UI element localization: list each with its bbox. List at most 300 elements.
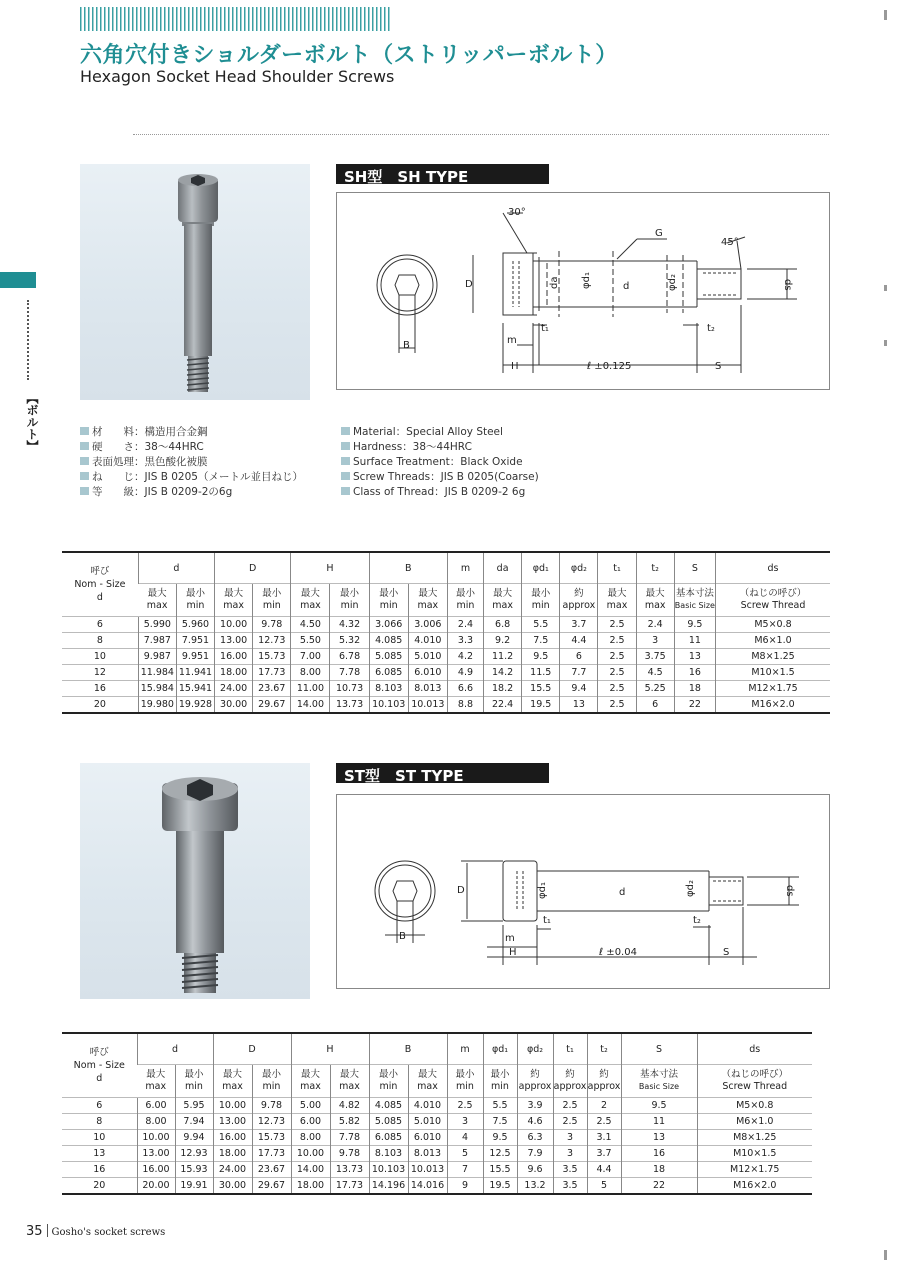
table-cell: 13.00 — [213, 1114, 252, 1130]
sh-header-group: da — [484, 552, 522, 584]
sub-header-line: min — [379, 600, 398, 611]
sh-header-sub — [484, 584, 522, 617]
sub-header-line: 最大 — [339, 1069, 359, 1080]
st-label-h: H — [509, 947, 517, 958]
spec-key: 材 料 — [92, 426, 134, 438]
table-cell: 2 — [587, 1098, 621, 1114]
table-cell: 19.928 — [176, 697, 214, 714]
table-cell: 6.00 — [137, 1098, 175, 1114]
table-cell: 9.5 — [522, 649, 560, 665]
sh-header-sub — [291, 584, 330, 617]
table-cell: 5.010 — [408, 649, 447, 665]
table-cell: 16.00 — [213, 1130, 252, 1146]
table-cell: 13.00 — [215, 633, 253, 649]
table-cell: 12.93 — [175, 1146, 213, 1162]
table-cell: 8.103 — [369, 1146, 408, 1162]
table-cell: 6.6 — [447, 681, 483, 697]
table-cell: 6.00 — [291, 1114, 330, 1130]
table-cell: 7.94 — [175, 1114, 213, 1130]
table-cell: 9.78 — [330, 1146, 369, 1162]
table-cell: 7.7 — [560, 665, 598, 681]
st-drawing-svg — [337, 795, 829, 988]
table-cell: 14.196 — [369, 1178, 408, 1195]
sub-header-line: 基本寸法 — [639, 1069, 678, 1080]
sub-header-line: 最大 — [147, 588, 167, 599]
side-tab-dots — [27, 300, 29, 380]
sh-label-l: ℓ ±0.125 — [587, 361, 632, 372]
table-cell: M16×2.0 — [697, 1178, 812, 1195]
sh-product-photo — [80, 164, 310, 400]
sh-dimension-table — [62, 551, 830, 714]
sub-header-line: max — [300, 600, 321, 611]
sub-header-line: min — [456, 1081, 474, 1092]
sub-header-line: 最大 — [146, 1069, 166, 1080]
table-cell: 4.085 — [369, 633, 408, 649]
sub-header-line: min — [186, 600, 205, 611]
sh-header-nom-size — [62, 552, 138, 617]
table-cell: 4.4 — [587, 1162, 621, 1178]
sub-header-line: 最大 — [224, 588, 244, 599]
spec-value: ：JIS B 0209-2の6g — [134, 486, 233, 498]
table-cell: 5.32 — [330, 633, 369, 649]
table-cell: 9.5 — [621, 1098, 697, 1114]
table-cell: 8.00 — [291, 665, 330, 681]
table-cell: 4.32 — [330, 617, 369, 633]
table-cell: 3.1 — [587, 1130, 621, 1146]
sub-header-line: max — [492, 600, 513, 611]
table-cell: 14.016 — [408, 1178, 447, 1195]
st-header-group: m — [447, 1033, 483, 1065]
sh-label-phi-d1: φd₁ — [581, 272, 592, 289]
nom-size-cell: 6 — [62, 617, 138, 633]
st-label-d: d — [619, 887, 626, 898]
sub-header-line: max — [417, 1081, 438, 1092]
sub-header-line: max — [223, 600, 244, 611]
sh-header-group: φd₁ — [522, 552, 560, 584]
table-cell: 23.67 — [253, 681, 291, 697]
table-cell: 12.73 — [253, 633, 291, 649]
edge-mark — [884, 285, 887, 291]
sub-header-line: 約 — [530, 1069, 540, 1080]
table-cell: 6.085 — [369, 1130, 408, 1146]
table-cell: 6.010 — [408, 665, 447, 681]
st-label-m: m — [505, 933, 515, 944]
sh-label-d: d — [623, 281, 630, 292]
spec-value: ：38〜44HRC — [402, 441, 472, 453]
table-cell: M6×1.0 — [716, 633, 830, 649]
table-cell: 3.9 — [517, 1098, 553, 1114]
spec-value: ：JIS B 0205(Coarse) — [430, 471, 539, 483]
table-cell: 14.00 — [291, 1162, 330, 1178]
table-cell: 2.5 — [598, 633, 636, 649]
table-cell: 4.010 — [408, 633, 447, 649]
table-cell: 15.5 — [522, 681, 560, 697]
table-cell: 4.9 — [447, 665, 483, 681]
sub-header-line: 最大 — [418, 588, 438, 599]
sh-label-m: m — [507, 335, 517, 346]
table-cell: 6 — [560, 649, 598, 665]
table-row — [62, 665, 830, 681]
table-cell: 5.085 — [369, 1114, 408, 1130]
table-cell: 15.73 — [253, 649, 291, 665]
table-row — [62, 1178, 812, 1195]
table-cell: M5×0.8 — [697, 1098, 812, 1114]
nom-size-cell: 16 — [62, 1162, 137, 1178]
table-cell: 10.103 — [369, 1162, 408, 1178]
st-header-sub — [483, 1065, 517, 1098]
table-cell: 9.2 — [484, 633, 522, 649]
st-header-sub — [137, 1065, 175, 1098]
table-cell: 19.91 — [175, 1178, 213, 1195]
table-cell: 4 — [447, 1130, 483, 1146]
table-cell: 13 — [560, 697, 598, 714]
table-cell: 7.987 — [138, 633, 176, 649]
table-cell: 13.73 — [330, 697, 369, 714]
table-cell: 11.00 — [291, 681, 330, 697]
table-cell: 10.00 — [291, 1146, 330, 1162]
header-divider — [133, 134, 829, 135]
sh-specs-jp — [80, 425, 303, 500]
spec-value: ：黒色酸化被膜 — [134, 456, 208, 468]
table-cell: 11.5 — [522, 665, 560, 681]
st-header-group: H — [291, 1033, 369, 1065]
table-cell: M6×1.0 — [697, 1114, 812, 1130]
footer-text: Gosho's socket screws — [51, 1227, 166, 1238]
table-cell: 9 — [447, 1178, 483, 1195]
table-cell: 29.67 — [253, 697, 291, 714]
table-cell: 8.00 — [137, 1114, 175, 1130]
table-cell: 5.50 — [291, 633, 330, 649]
sub-header-line: approx — [587, 1081, 621, 1092]
table-cell: M10×1.5 — [716, 665, 830, 681]
table-cell: 2.5 — [598, 697, 636, 714]
sh-header-sub — [138, 584, 176, 617]
table-cell: 2.5 — [598, 649, 636, 665]
nom-size-cell: 8 — [62, 1114, 137, 1130]
table-cell: 15.93 — [175, 1162, 213, 1178]
table-cell: 10.00 — [213, 1098, 252, 1114]
table-cell: 13.00 — [137, 1146, 175, 1162]
table-cell: 3 — [636, 633, 674, 649]
sub-header-line: 約 — [565, 1069, 575, 1080]
sub-header-line: max — [145, 1081, 167, 1092]
st-label-l: ℓ ±0.04 — [599, 947, 637, 958]
sub-header-line: approx — [562, 600, 596, 611]
st-header-sub — [408, 1065, 447, 1098]
table-cell: 9.5 — [674, 617, 715, 633]
table-cell: 11.2 — [484, 649, 522, 665]
table-cell: 5.25 — [636, 681, 674, 697]
table-cell: 6.8 — [484, 617, 522, 633]
table-cell: 14.00 — [291, 697, 330, 714]
table-row — [62, 1162, 812, 1178]
st-header-group: B — [369, 1033, 447, 1065]
sub-header-line: 最小 — [490, 1069, 510, 1080]
table-cell: 12.73 — [252, 1114, 291, 1130]
table-cell: 7.5 — [522, 633, 560, 649]
sh-label-t2: t₂ — [707, 323, 715, 334]
table-cell: 18 — [674, 681, 715, 697]
st-header-sub — [175, 1065, 213, 1098]
side-tab-marker — [0, 272, 36, 288]
st-label-b: B — [399, 931, 406, 942]
st-header-sub — [697, 1065, 812, 1098]
sh-label-da: da — [549, 276, 560, 289]
table-cell: 2.5 — [447, 1098, 483, 1114]
sh-header-group: t₂ — [636, 552, 674, 584]
spec-key: 硬 さ — [92, 441, 134, 453]
table-cell: 14.2 — [484, 665, 522, 681]
sh-label-phi-d2: φd₂ — [667, 274, 678, 291]
page-title-en: Hexagon Socket Head Shoulder Screws — [80, 67, 395, 86]
st-header-sub — [621, 1065, 697, 1098]
table-cell: 7.5 — [483, 1114, 517, 1130]
sh-header-sub — [560, 584, 598, 617]
table-cell: 18 — [621, 1162, 697, 1178]
table-cell: 10.73 — [330, 681, 369, 697]
table-cell: 2.5 — [553, 1098, 587, 1114]
table-cell: 5 — [447, 1146, 483, 1162]
table-cell: 4.085 — [369, 1098, 408, 1114]
page-title-jp: 六角穴付きショルダーボルト（ストリッパーボルト） — [80, 43, 618, 68]
sub-header-line: 最小 — [379, 588, 399, 599]
st-header-group: t₁ — [553, 1033, 587, 1065]
spec-value: ：Special Alloy Steel — [395, 426, 503, 438]
sub-header-line: max — [146, 600, 168, 611]
table-row — [62, 1114, 812, 1130]
table-cell: 9.6 — [517, 1162, 553, 1178]
sh-header-sub — [447, 584, 483, 617]
sub-header-line: 最小 — [455, 588, 475, 599]
sub-header-line: Basic Size — [638, 1082, 680, 1091]
table-cell: 19.5 — [522, 697, 560, 714]
st-label-s: S — [723, 947, 730, 958]
table-cell: 7.00 — [291, 649, 330, 665]
st-header-sub — [213, 1065, 252, 1098]
table-cell: 8.8 — [447, 697, 483, 714]
sub-header-line: Screw Thread — [722, 1081, 788, 1092]
table-cell: 17.73 — [330, 1178, 369, 1195]
table-cell: 7.951 — [176, 633, 214, 649]
spec-key: ね じ — [92, 471, 134, 483]
table-cell: 2.4 — [447, 617, 483, 633]
table-cell: 3 — [447, 1114, 483, 1130]
nom-header-line: 呼び — [89, 1047, 109, 1058]
table-cell: 4.82 — [330, 1098, 369, 1114]
spec-key: Screw Threads — [353, 471, 431, 483]
edge-mark — [884, 10, 887, 20]
table-cell: 3.5 — [553, 1178, 587, 1195]
nom-size-cell: 16 — [62, 681, 138, 697]
sh-drawing-svg — [337, 193, 829, 389]
spec-key: 等 級 — [92, 486, 134, 498]
sh-specs-en — [341, 425, 539, 500]
table-cell: 10.103 — [369, 697, 408, 714]
st-label-ds: ds — [784, 885, 795, 897]
table-cell: 2.5 — [553, 1114, 587, 1130]
sub-header-line: max — [606, 600, 628, 611]
spec-value: ：構造用合金鋼 — [134, 426, 208, 438]
table-cell: 30.00 — [213, 1178, 252, 1195]
table-cell: 2.5 — [598, 617, 636, 633]
sh-angle-30: 30° — [508, 207, 526, 218]
table-cell: 5.95 — [175, 1098, 213, 1114]
sh-header-group: ds — [716, 552, 830, 584]
table-cell: 16 — [621, 1146, 697, 1162]
nom-size-cell: 12 — [62, 665, 138, 681]
table-cell: 11.984 — [138, 665, 176, 681]
sh-header-group: m — [447, 552, 483, 584]
st-header-group: φd₂ — [517, 1033, 553, 1065]
st-header-sub — [447, 1065, 483, 1098]
table-cell: 9.78 — [253, 617, 291, 633]
st-label-t1: t₁ — [543, 915, 551, 926]
sub-header-line: min — [262, 600, 281, 611]
sub-header-line: 最小 — [455, 1069, 475, 1080]
table-cell: 5.085 — [369, 649, 408, 665]
table-cell: 13 — [674, 649, 715, 665]
st-header-sub — [553, 1065, 587, 1098]
header-decoration — [80, 7, 392, 31]
sub-header-line: Basic Size — [674, 601, 715, 610]
sub-header-line: 最小 — [378, 1069, 398, 1080]
st-header-group: d — [137, 1033, 213, 1065]
sub-header-line: 最大 — [417, 1069, 437, 1080]
table-row — [62, 633, 830, 649]
nom-size-cell: 8 — [62, 633, 138, 649]
table-cell: 10.00 — [137, 1130, 175, 1146]
table-cell: 5.010 — [408, 1114, 447, 1130]
table-cell: M5×0.8 — [716, 617, 830, 633]
sh-header-sub — [330, 584, 369, 617]
table-cell: M8×1.25 — [697, 1130, 812, 1146]
sub-header-line: 最大 — [222, 1069, 242, 1080]
table-cell: 24.00 — [215, 681, 253, 697]
table-cell: 9.78 — [252, 1098, 291, 1114]
st-header-sub — [369, 1065, 408, 1098]
table-cell: 4.50 — [291, 617, 330, 633]
table-cell: 17.73 — [252, 1146, 291, 1162]
side-tab-label: 【ボルト】 — [25, 392, 39, 452]
spec-key: Class of Thread — [353, 486, 435, 498]
table-cell: 7.9 — [517, 1146, 553, 1162]
nom-header-line: Nom - Size — [74, 579, 126, 590]
sh-technical-drawing — [336, 192, 830, 390]
table-cell: 10.00 — [215, 617, 253, 633]
spec-value: ：JIS B 0209-2 6g — [434, 486, 526, 498]
table-cell: 2.5 — [587, 1114, 621, 1130]
table-row — [62, 681, 830, 697]
st-dimension-table — [62, 1032, 812, 1195]
st-header-group: t₂ — [587, 1033, 621, 1065]
table-cell: 2.5 — [598, 681, 636, 697]
sub-header-line: min — [531, 600, 550, 611]
sub-header-line: 約 — [599, 1069, 609, 1080]
table-cell: 9.987 — [138, 649, 176, 665]
sh-header-group: S — [674, 552, 715, 584]
table-cell: 3.3 — [447, 633, 483, 649]
nom-header-line: 呼び — [90, 566, 110, 577]
spec-key: Surface Treatment — [353, 456, 450, 468]
table-cell: 5.00 — [291, 1098, 330, 1114]
st-header-sub — [587, 1065, 621, 1098]
table-cell: 6.78 — [330, 649, 369, 665]
sub-header-line: max — [417, 600, 439, 611]
sub-header-line: min — [379, 1081, 398, 1092]
nom-size-cell: 6 — [62, 1098, 137, 1114]
table-cell: M10×1.5 — [697, 1146, 812, 1162]
spec-key: 表面処理 — [92, 456, 134, 468]
spec-value: ：JIS B 0205（メートル並目ねじ） — [134, 471, 303, 483]
st-header-group: ds — [697, 1033, 812, 1065]
table-cell: 20.00 — [137, 1178, 175, 1195]
table-row — [62, 1146, 812, 1162]
table-cell: 8.013 — [408, 1146, 447, 1162]
table-cell: 7 — [447, 1162, 483, 1178]
table-cell: 17.73 — [253, 665, 291, 681]
table-cell: M12×1.75 — [697, 1162, 812, 1178]
sub-header-line: 最大 — [645, 588, 665, 599]
st-header-nom-size — [62, 1033, 137, 1098]
sub-header-line: 最小 — [184, 1069, 204, 1080]
sub-header-line: 最大 — [493, 588, 513, 599]
table-cell: 15.73 — [252, 1130, 291, 1146]
st-product-photo — [80, 763, 310, 999]
sub-header-line: 最小 — [340, 588, 360, 599]
table-cell: 22 — [674, 697, 715, 714]
table-cell: 12.5 — [483, 1146, 517, 1162]
table-cell: 9.94 — [175, 1130, 213, 1146]
edge-mark — [884, 1250, 887, 1260]
table-cell: 9.4 — [560, 681, 598, 697]
table-cell: 3.5 — [553, 1162, 587, 1178]
table-cell: 7.78 — [330, 1130, 369, 1146]
table-cell: 9.5 — [483, 1130, 517, 1146]
sub-header-line: max — [222, 1081, 243, 1092]
table-cell: 30.00 — [215, 697, 253, 714]
table-cell: 4.010 — [408, 1098, 447, 1114]
table-cell: 24.00 — [213, 1162, 252, 1178]
sh-header-sub — [408, 584, 447, 617]
table-cell: 6.010 — [408, 1130, 447, 1146]
table-cell: M12×1.75 — [716, 681, 830, 697]
table-cell: 6.085 — [369, 665, 408, 681]
table-cell: 11 — [621, 1114, 697, 1130]
sh-header-group: φd₂ — [560, 552, 598, 584]
table-cell: 4.5 — [636, 665, 674, 681]
table-cell: 3.066 — [369, 617, 408, 633]
nom-header-line: d — [96, 592, 103, 603]
table-cell: 15.5 — [483, 1162, 517, 1178]
table-cell: 19.5 — [483, 1178, 517, 1195]
nom-size-cell: 10 — [62, 1130, 137, 1146]
table-cell: 4.4 — [560, 633, 598, 649]
page-footer — [26, 1224, 165, 1239]
table-cell: 22.4 — [484, 697, 522, 714]
table-cell: 16.00 — [215, 649, 253, 665]
sub-header-line: approx — [518, 1081, 552, 1092]
sub-header-line: 最小 — [261, 1069, 281, 1080]
table-cell: 3.006 — [408, 617, 447, 633]
table-cell: 8.013 — [408, 681, 447, 697]
table-cell: 19.980 — [138, 697, 176, 714]
sh-header-group: H — [291, 552, 369, 584]
sh-header-group: D — [215, 552, 291, 584]
table-cell: 18.00 — [215, 665, 253, 681]
sub-header-line: 最小 — [531, 588, 551, 599]
table-cell: 10.013 — [408, 697, 447, 714]
table-row — [62, 1098, 812, 1114]
